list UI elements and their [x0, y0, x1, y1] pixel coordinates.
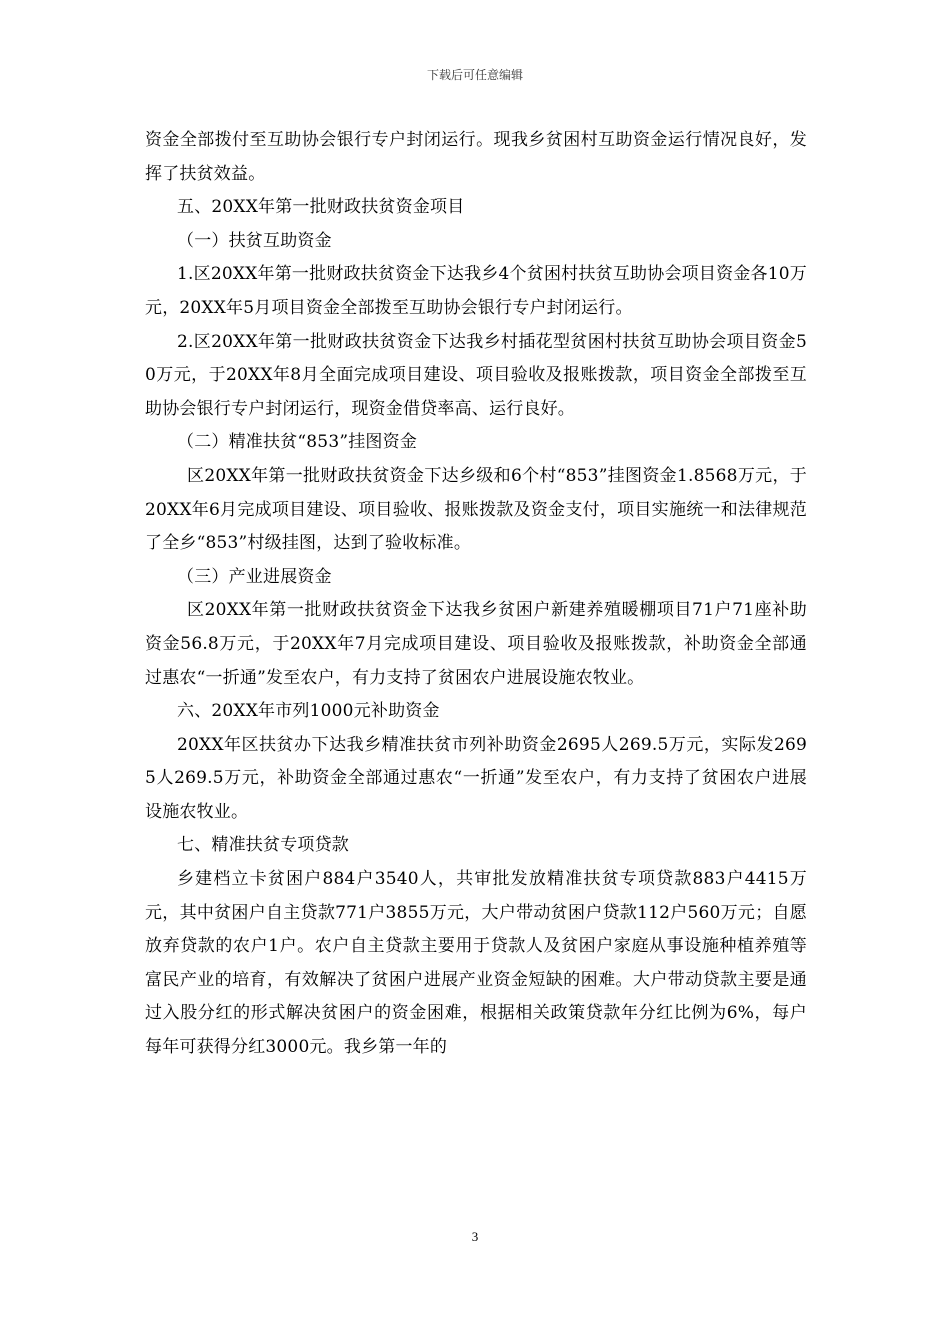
- paragraph-5-1-1: 1.区20XX年第一批财政扶贫资金下达我乡4个贫困村扶贫互助协会项目资金各10万元，20XX年5月项目资金全部拨至互助协会银行专户封闭运行。: [145, 264, 807, 318]
- paragraph-7: 乡建档立卡贫困户884户3540人，共审批发放精准扶贫专项贷款883户4415万元，其中贫困户自主贷款771户3855万元，大户带动贫困户贷款112户560万元；自愿放弃贷款的农户1户。农户自主贷款主要用于贷款人及贫困户家庭从事设施种植养殖等富民产业的培育，有效解决了贫困户进展产业资金短缺的困难。大户带动贷款主要是通过入股分红的形式解决贫困户的资金困难，根据相关政策贷款年分红比例为6%，每户每年可获得分红3000元。我乡第一年的: [145, 869, 807, 1058]
- paragraph-5-3: 区20XX年第一批财政扶贫资金下达我乡贫困户新建养殖暖棚项目71户71座补助资金56.8万元，于20XX年7月完成项目建设、项目验收及报账拨款，补助资金全部通过惠农“一折通”发至农户，有力支持了贫困农户进展设施农牧业。: [145, 600, 807, 688]
- section-heading-5: 五、20XX年第一批财政扶贫资金项目: [177, 197, 465, 218]
- paragraph-5-2: 区20XX年第一批财政扶贫资金下达乡级和6个村“853”挂图资金1.8568万元，于20XX年6月完成项目建设、项目验收、报账拨款及资金支付，项目实施统一和法律规范了全乡“853”村级挂图，达到了验收标准。: [145, 465, 807, 554]
- page-header-note: 下载后可任意编辑: [426, 68, 523, 82]
- paragraph-1: 资金全部拨付至互助协会银行专户封闭运行。现我乡贫困村互助资金运行情况良好，发挥了扶贫效益。: [145, 130, 807, 184]
- subheading-5-1: （一）扶贫互助资金: [177, 230, 332, 251]
- page-number: 3: [471, 1229, 479, 1244]
- section-heading-7: 七、精准扶贫专项贷款: [177, 835, 349, 856]
- paragraph-6: 20XX年区扶贫办下达我乡精准扶贫市列补助资金2695人269.5万元，实际发2695人269.5万元，补助资金全部通过惠农“一折通”发至农户，有力支持了贫困农户进展设施农牧业。: [145, 734, 807, 822]
- paragraph-5-1-2: 2.区20XX年第一批财政扶贫资金下达我乡村插花型贫困村扶贫互助协会项目资金50万元，于20XX年8月全面完成项目建设、项目验收及报账拨款，项目资金全部拨至互助协会银行专户封闭运行，现资金借贷率高、运行良好。: [145, 331, 807, 419]
- section-heading-6: 六、20XX年市列1000元补助资金: [177, 701, 440, 722]
- subheading-5-2: （二）精准扶贫“853”挂图资金: [177, 432, 418, 453]
- subheading-5-3: （三）产业进展资金: [177, 566, 332, 587]
- document-body: [145, 124, 807, 1065]
